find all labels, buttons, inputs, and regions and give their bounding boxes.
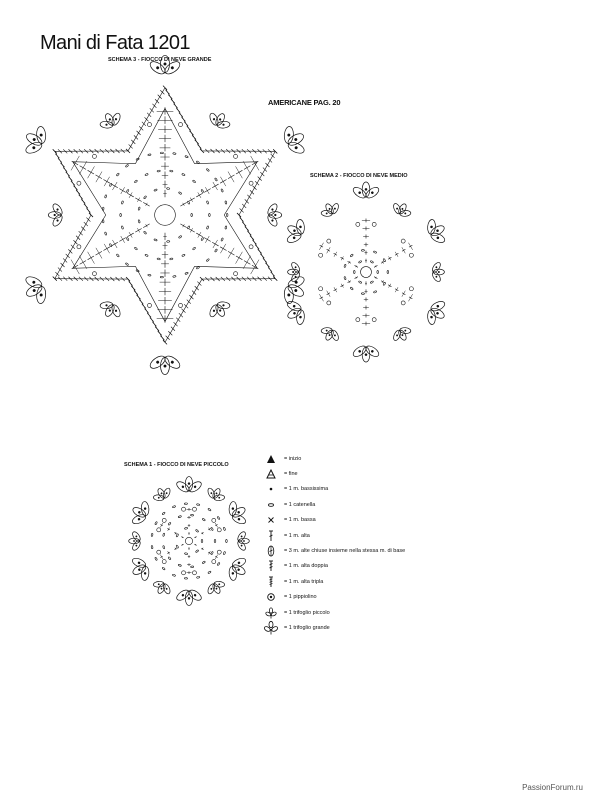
trefoil-motif [389, 323, 415, 346]
trefoil-motif [281, 214, 311, 248]
trefoil-motif [126, 497, 155, 530]
trefoil-motif [205, 296, 235, 322]
snowflake-medium [281, 182, 451, 362]
legend-row: = fine [262, 466, 582, 481]
dot-icon [262, 482, 280, 497]
trefoil-motif [317, 323, 343, 346]
trefoil-motif [175, 588, 203, 605]
trefoil-motif [204, 577, 229, 599]
legend-row: = inizio [262, 451, 582, 466]
trefoil-motif [288, 261, 302, 283]
trefoil-motif [223, 552, 252, 585]
watermark: PassionForum.ru [522, 783, 583, 792]
schema-2-caption: SCHEMA 2 - FIOCCO DI NEVE MEDIO [310, 173, 408, 179]
legend-row: = 1 trifoglio piccolo [262, 605, 582, 620]
snowflake-large [18, 55, 311, 374]
picot-icon [262, 590, 280, 605]
trefoil-motif [236, 530, 249, 551]
symbol-legend [262, 451, 582, 636]
trefoil-motif [421, 214, 451, 248]
legend-row: = 3 m. alte chiuse insieme nella stessa m. di base [262, 543, 582, 558]
treble-icon [262, 528, 280, 543]
legend-row: = 1 catenella [262, 497, 582, 512]
cluster-icon [262, 544, 280, 559]
trefoil-motif [148, 354, 182, 375]
triple-treble-icon [262, 574, 280, 589]
legend-row: = 1 m. alta doppia [262, 559, 582, 574]
snowflake-small [126, 477, 252, 606]
page-title: Mani di Fata 1201 [40, 32, 190, 54]
trefoil-motif [266, 202, 282, 227]
trefoil-motif [96, 108, 126, 134]
trefoil-motif [389, 199, 415, 222]
trefoil-motif [150, 577, 175, 599]
pattern-reference: AMERICANE PAG. 20 [268, 98, 341, 107]
trefoil-motif [281, 295, 311, 329]
trefoil-motif [129, 530, 142, 551]
legend-row: = 1 m. bassa [262, 513, 582, 528]
trefoil-motif [421, 295, 451, 329]
trefoil-motif [48, 202, 64, 227]
legend-row: = 1 m. alta tripla [262, 574, 582, 589]
small-trefoil-icon [262, 605, 280, 620]
legend-row: = 1 pippiolino [262, 590, 582, 605]
triangle-filled-icon [262, 451, 280, 466]
trefoil-motif [204, 484, 229, 506]
oval-icon [262, 497, 280, 512]
trefoil-motif [431, 261, 445, 283]
trefoil-motif [175, 477, 203, 494]
trefoil-motif [148, 55, 182, 76]
double-treble-icon [262, 559, 280, 574]
trefoil-motif [277, 121, 312, 161]
legend-row: = 1 m. alta [262, 528, 582, 543]
schema-1-caption: SCHEMA 1 - FIOCCO DI NEVE PICCOLO [124, 462, 229, 468]
trefoil-motif [205, 108, 235, 134]
trefoil-motif [18, 121, 53, 161]
trefoil-motif [351, 182, 380, 200]
large-trefoil-icon [262, 620, 280, 635]
trefoil-motif [96, 296, 126, 322]
triangle-outline-icon [262, 467, 280, 482]
trefoil-motif [223, 497, 252, 530]
trefoil-motif [18, 270, 53, 310]
cross-icon [262, 513, 280, 528]
trefoil-motif [277, 270, 312, 310]
trefoil-motif [150, 484, 175, 506]
trefoil-motif [317, 199, 343, 222]
schema-3-caption: SCHEMA 3 - FIOCCO DI NEVE GRANDE [108, 57, 212, 63]
trefoil-motif [126, 552, 155, 585]
trefoil-motif [351, 344, 380, 362]
legend-row: = 1 trifoglio grande [262, 620, 582, 635]
legend-row: = 1 m. bassissima [262, 482, 582, 497]
